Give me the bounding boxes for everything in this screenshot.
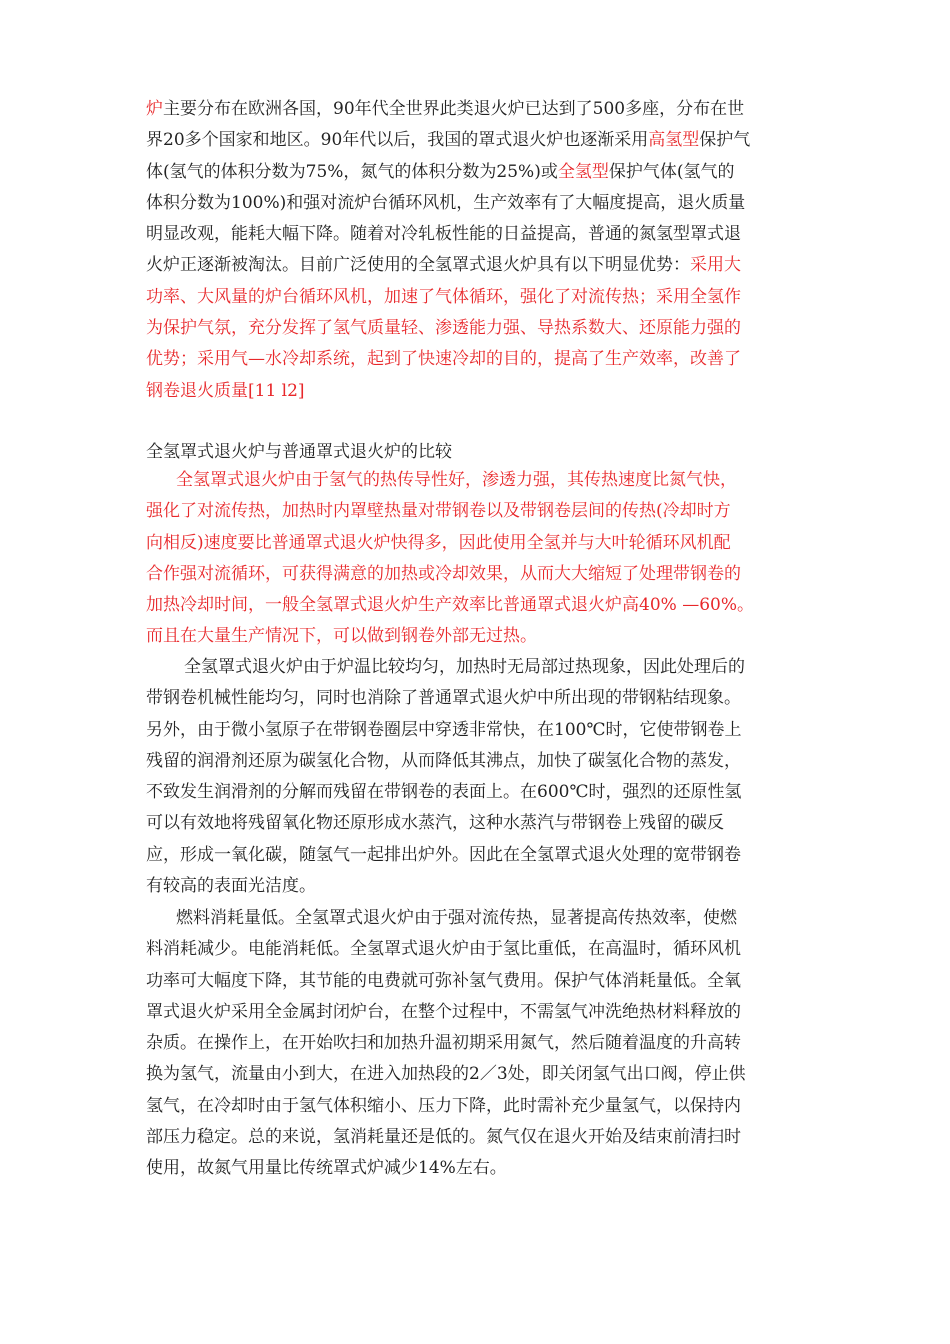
text-segment: 燃料消耗量低。全氢罩式退火炉由于强对流传热，显著提高传热效率，使燃	[176, 908, 737, 928]
highlighted-text: 加热冷却时间，一般全氢罩式退火炉生产效率比普通罩式退火炉高40% —60%。	[146, 595, 754, 616]
text-segment: 火炉正逐渐被淘汰。目前广泛使用的全氢罩式退火炉具有以下明显优势：	[146, 255, 690, 276]
text-segment: 另外，由于微小氢原子在带钢卷圈层中穿透非常快，在100℃时，它使带钢卷上	[146, 719, 742, 740]
highlighted-text: 强化了对流传热，加热时内罩壁热量对带钢卷以及带钢卷层间的传热(冷却时方	[146, 501, 731, 522]
text-line	[146, 871, 816, 902]
text-line	[146, 683, 816, 714]
text-line	[146, 652, 816, 683]
text-segment: 不致发生润滑剂的分解而残留在带钢卷的表面上。在600℃时，强烈的还原性氢	[146, 782, 742, 803]
text-segment: 可以有效地将残留氧化物还原形成水蒸汽，这种水蒸汽与带钢卷上残留的碳反	[146, 813, 724, 834]
highlighted-text: 功率、大风量的炉台循环风机，加速了气体循环，强化了对流传热；采用全氢作	[146, 286, 741, 307]
text-line	[146, 376, 816, 407]
text-line	[146, 590, 816, 621]
text-segment: 料消耗减少。电能消耗低。全氢罩式退火炉由于氢比重低，在高温时，循环风机	[146, 939, 741, 960]
highlighted-text: 向相反)速度要比普通罩式退火炉快得多，因此使用全氢并与大叶轮循环风机配	[146, 532, 731, 553]
text-line	[146, 934, 816, 965]
text-segment: 明显改观，能耗大幅下降。随着对冷轧板性能的日益提高，普通的氮氢型罩式退	[146, 224, 741, 245]
text-segment: 残留的润滑剂还原为碳氢化合物，从而降低其沸点，加快了碳氢化合物的蒸发，	[146, 750, 741, 771]
text-line	[146, 1122, 816, 1153]
text-line	[146, 282, 816, 313]
text-line	[146, 125, 816, 156]
text-line	[146, 528, 816, 559]
text-line	[146, 1059, 816, 1090]
paragraph-advantages	[146, 94, 816, 407]
text-line	[146, 465, 816, 496]
text-segment: 带钢卷机械性能均匀，同时也消除了普通罩式退火炉中所出现的带钢粘结现象。	[146, 688, 741, 709]
text-segment: 应，形成一氧化碳，随氢气一起排出炉外。因此在全氢罩式退火处理的宽带钢卷	[146, 844, 741, 865]
highlighted-text: 全氢罩式退火炉由于氢气的热传导性好，渗透力强，其传热速度比氮气快，	[176, 470, 737, 490]
highlighted-text: 高氢型	[648, 130, 700, 151]
text-line	[146, 250, 816, 281]
text-segment: 氢气，在冷却时由于氢气体积缩小、压力下降，此时需补充少量氢气，以保持内	[146, 1095, 741, 1116]
paragraph-temperature-uniformity	[146, 652, 816, 902]
text-line	[146, 559, 816, 590]
paragraph-consumption	[146, 903, 816, 1185]
text-line	[146, 188, 816, 219]
text-segment: 界20多个国家和地区。90年代以后，我国的罩式退火炉也逐渐采用	[146, 130, 649, 151]
highlighted-text: 采用大	[690, 255, 741, 276]
text-segment: 保护气体(氢气的	[608, 161, 735, 182]
text-segment: 使用，故氮气用量比传统罩式炉减少14%左右。	[146, 1158, 507, 1179]
text-segment: 功率可大幅度下降，其节能的电费就可弥补氢气费用。保护气体消耗量低。全氧	[146, 970, 741, 991]
text-segment: 主要分布在欧洲各国，90年代全世界此类退火炉已达到了500多座，分布在世	[163, 99, 745, 119]
highlighted-text: 全氢型	[557, 161, 609, 182]
text-segment: 罩式退火炉采用全金属封闭炉台，在整个过程中，不需氢气冲洗绝热材料释放的	[146, 1001, 741, 1022]
text-segment: 有较高的表面光洁度。	[146, 876, 316, 897]
text-line	[146, 777, 816, 808]
text-segment: 体(氢气的体积分数为75%，氮气的体积分数为25%)或	[146, 161, 558, 182]
text-segment: 全氢罩式退火炉由于炉温比较均匀，加热时无局部过热现象，因此处理后的	[184, 657, 745, 677]
text-line	[146, 157, 816, 188]
section-title: 全氢罩式退火炉与普通罩式退火炉的比较	[146, 442, 452, 462]
text-line	[146, 1153, 816, 1184]
highlighted-text: 炉	[146, 99, 163, 119]
text-line	[146, 746, 816, 777]
text-line	[146, 1091, 816, 1122]
text-segment: 杂质。在操作上，在开始吹扫和加热升温初期采用氮气，然后随着温度的升高转	[146, 1033, 741, 1054]
text-segment: 保护气	[699, 130, 751, 151]
highlighted-text: 而且在大量生产情况下，可以做到钢卷外部无过热。	[146, 626, 537, 647]
text-line	[146, 966, 816, 997]
text-line	[146, 715, 816, 746]
highlighted-text: [11 l2]	[248, 380, 305, 401]
text-line	[146, 313, 816, 344]
text-segment: 部压力稳定。总的来说，氢消耗量还是低的。氮气仅在退火开始及结束前清扫时	[146, 1127, 741, 1148]
text-segment: 体积分数为100%)和强对流炉台循环风机，生产效率有了大幅度提高，退火质量	[146, 192, 746, 213]
paragraph-heat-transfer	[146, 465, 816, 653]
text-line	[146, 94, 816, 125]
text-line	[146, 496, 816, 527]
text-line	[146, 808, 816, 839]
text-line	[146, 903, 816, 934]
text-line	[146, 344, 816, 375]
text-segment: 换为氢气，流量由小到大，在进入加热段的2／3处，即关闭氢气出口阀，停止供	[146, 1064, 746, 1085]
highlighted-text: 为保护气氛，充分发挥了氢气质量轻、渗透能力强、导热系数大、还原能力强的	[146, 318, 741, 339]
highlighted-text: 合作强对流循环，可获得满意的加热或冷却效果，从而大大缩短了处理带钢卷的	[146, 563, 741, 584]
highlighted-text: 钢卷退火质量	[146, 380, 248, 401]
text-line	[146, 840, 816, 871]
highlighted-text: 优势；采用气—水冷却系统，起到了快速冷却的目的，提高了生产效率，改善了	[146, 349, 741, 370]
text-line	[146, 621, 816, 652]
text-line	[146, 997, 816, 1028]
text-line	[146, 219, 816, 250]
text-line	[146, 1028, 816, 1059]
